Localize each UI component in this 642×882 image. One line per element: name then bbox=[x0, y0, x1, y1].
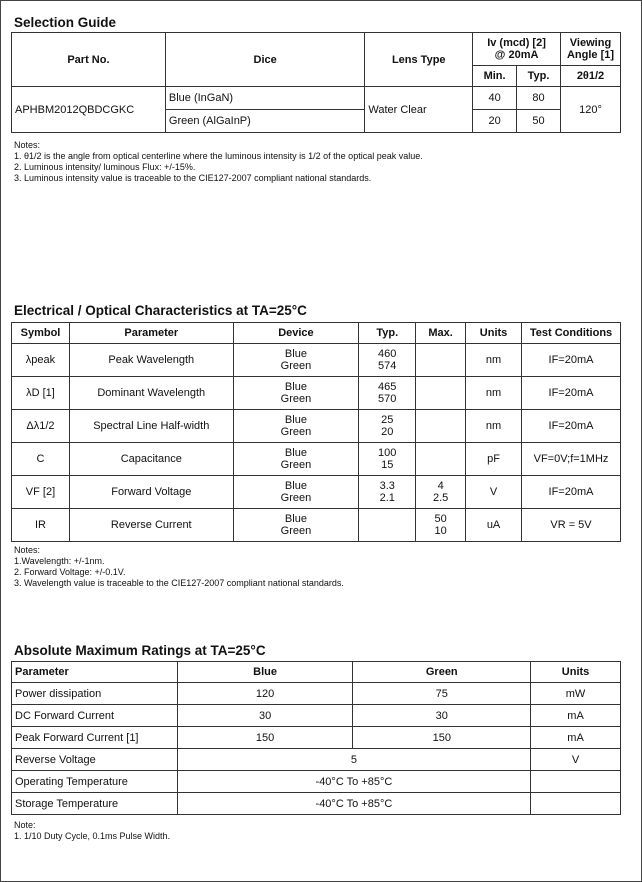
device-cell: Blue Green bbox=[233, 476, 359, 509]
selection-guide-table bbox=[11, 32, 621, 133]
test-cell: VF=0V;f=1MHz bbox=[522, 443, 621, 476]
table-row bbox=[12, 771, 621, 793]
units-cell: nm bbox=[466, 410, 522, 443]
blue-cell: 150 bbox=[177, 727, 353, 749]
typ-cell: 465 570 bbox=[359, 377, 416, 410]
header-lens-type: Lens Type bbox=[365, 33, 473, 87]
table-row bbox=[12, 443, 621, 476]
parameter-cell: Forward Voltage bbox=[69, 476, 233, 509]
test-cell: IF=20mA bbox=[522, 410, 621, 443]
device-cell: Blue Green bbox=[233, 377, 359, 410]
typ-cell: 3.3 2.1 bbox=[359, 476, 416, 509]
electrical-table bbox=[11, 322, 621, 542]
table-row bbox=[12, 476, 621, 509]
iv-min-cell: 20 bbox=[473, 110, 517, 133]
test-cell: IF=20mA bbox=[522, 476, 621, 509]
electrical-title: Electrical / Optical Characteristics at TA=25°C bbox=[14, 303, 307, 318]
device-cell: Blue Green bbox=[233, 410, 359, 443]
typ-cell: 25 20 bbox=[359, 410, 416, 443]
absolute-ratings-table bbox=[11, 661, 621, 815]
green-cell: 30 bbox=[353, 705, 531, 727]
table-row bbox=[12, 749, 621, 771]
parameter-cell: Spectral Line Half-width bbox=[69, 410, 233, 443]
max-cell bbox=[416, 377, 466, 410]
parameter-cell: Storage Temperature bbox=[12, 793, 178, 815]
units-cell: mW bbox=[531, 683, 621, 705]
parameter-cell: Peak Forward Current [1] bbox=[12, 727, 178, 749]
symbol-cell: Δλ1/2 bbox=[12, 410, 70, 443]
units-cell bbox=[531, 793, 621, 815]
header-theta: 2θ1/2 bbox=[560, 66, 620, 87]
table-row bbox=[12, 683, 621, 705]
dice-cell: Green (AlGaInP) bbox=[165, 110, 364, 133]
absolute-ratings-title: Absolute Maximum Ratings at TA=25°C bbox=[14, 643, 266, 658]
table-row bbox=[12, 793, 621, 815]
iv-min-cell: 40 bbox=[473, 87, 517, 110]
table-row bbox=[12, 509, 621, 542]
electrical-notes: Notes: 1.Wavelength: +/-1nm. 2. Forward Voltage: +/-0.1V. 3. Wavelength value is traceable to the CIE127-2007 compliant national standards. bbox=[14, 545, 344, 588]
units-cell: nm bbox=[466, 344, 522, 377]
selection-notes: Notes: 1. θ1/2 is the angle from optical centerline where the luminous intensity is 1/2 of the optical peak value. 2. Luminous intensity/ luminous Flux: +/-15%. 3. Luminous intensity value is traceable to the CIE127-2007 compliant national standards. bbox=[14, 140, 423, 183]
max-cell: 4 2.5 bbox=[416, 476, 466, 509]
header-typ: Typ. bbox=[359, 323, 416, 344]
max-cell bbox=[416, 443, 466, 476]
device-cell: Blue Green bbox=[233, 443, 359, 476]
header-dice: Dice bbox=[165, 33, 364, 87]
device-cell: Blue Green bbox=[233, 509, 359, 542]
table-row bbox=[12, 727, 621, 749]
symbol-cell: C bbox=[12, 443, 70, 476]
test-cell: IF=20mA bbox=[522, 377, 621, 410]
header-min: Min. bbox=[473, 66, 517, 87]
symbol-cell: IR bbox=[12, 509, 70, 542]
lens-type: Water Clear bbox=[365, 87, 473, 133]
header-units: Units bbox=[466, 323, 522, 344]
iv-typ-cell: 50 bbox=[517, 110, 561, 133]
parameter-cell: Reverse Voltage bbox=[12, 749, 178, 771]
typ-cell bbox=[359, 509, 416, 542]
table-row bbox=[12, 410, 621, 443]
units-cell bbox=[531, 771, 621, 793]
symbol-cell: λD [1] bbox=[12, 377, 70, 410]
header-units: Units bbox=[531, 662, 621, 683]
units-cell: uA bbox=[466, 509, 522, 542]
typ-cell: 100 15 bbox=[359, 443, 416, 476]
header-part-no: Part No. bbox=[12, 33, 166, 87]
parameter-cell: DC Forward Current bbox=[12, 705, 178, 727]
blue-cell: 120 bbox=[177, 683, 353, 705]
device-cell: Blue Green bbox=[233, 344, 359, 377]
merged-value-cell: 5 bbox=[177, 749, 530, 771]
symbol-cell: λpeak bbox=[12, 344, 70, 377]
parameter-cell: Capacitance bbox=[69, 443, 233, 476]
dice-cell: Blue (InGaN) bbox=[165, 87, 364, 110]
units-cell: mA bbox=[531, 705, 621, 727]
units-cell: V bbox=[531, 749, 621, 771]
parameter-cell: Reverse Current bbox=[69, 509, 233, 542]
header-typ: Typ. bbox=[517, 66, 561, 87]
header-green: Green bbox=[353, 662, 531, 683]
units-cell: nm bbox=[466, 377, 522, 410]
max-cell bbox=[416, 410, 466, 443]
green-cell: 150 bbox=[353, 727, 531, 749]
part-number: APHBM2012QBDCGKC bbox=[12, 87, 166, 133]
units-cell: mA bbox=[531, 727, 621, 749]
header-blue: Blue bbox=[177, 662, 353, 683]
units-cell: pF bbox=[466, 443, 522, 476]
max-cell: 50 10 bbox=[416, 509, 466, 542]
test-cell: IF=20mA bbox=[522, 344, 621, 377]
selection-guide-title: Selection Guide bbox=[14, 15, 117, 30]
header-device: Device bbox=[233, 323, 359, 344]
header-viewing-angle: Viewing Angle [1] bbox=[560, 33, 620, 66]
green-cell: 75 bbox=[353, 683, 531, 705]
header-parameter: Parameter bbox=[12, 662, 178, 683]
merged-value-cell: -40°C To +85°C bbox=[177, 793, 530, 815]
units-cell: V bbox=[466, 476, 522, 509]
typ-cell: 460 574 bbox=[359, 344, 416, 377]
header-iv: Iv (mcd) [2] @ 20mA bbox=[473, 33, 561, 66]
table-row bbox=[12, 377, 621, 410]
table-row bbox=[12, 344, 621, 377]
blue-cell: 30 bbox=[177, 705, 353, 727]
max-cell bbox=[416, 344, 466, 377]
table-row bbox=[12, 705, 621, 727]
symbol-cell: VF [2] bbox=[12, 476, 70, 509]
parameter-cell: Operating Temperature bbox=[12, 771, 178, 793]
header-test-conditions: Test Conditions bbox=[522, 323, 621, 344]
absolute-notes: Note: 1. 1/10 Duty Cycle, 0.1ms Pulse Width. bbox=[14, 820, 171, 841]
iv-typ-cell: 80 bbox=[517, 87, 561, 110]
parameter-cell: Power dissipation bbox=[12, 683, 178, 705]
merged-value-cell: -40°C To +85°C bbox=[177, 771, 530, 793]
header-symbol: Symbol bbox=[12, 323, 70, 344]
viewing-angle-value: 120° bbox=[560, 87, 620, 133]
test-cell: VR = 5V bbox=[522, 509, 621, 542]
parameter-cell: Peak Wavelength bbox=[69, 344, 233, 377]
header-parameter: Parameter bbox=[69, 323, 233, 344]
header-max: Max. bbox=[416, 323, 466, 344]
parameter-cell: Dominant Wavelength bbox=[69, 377, 233, 410]
